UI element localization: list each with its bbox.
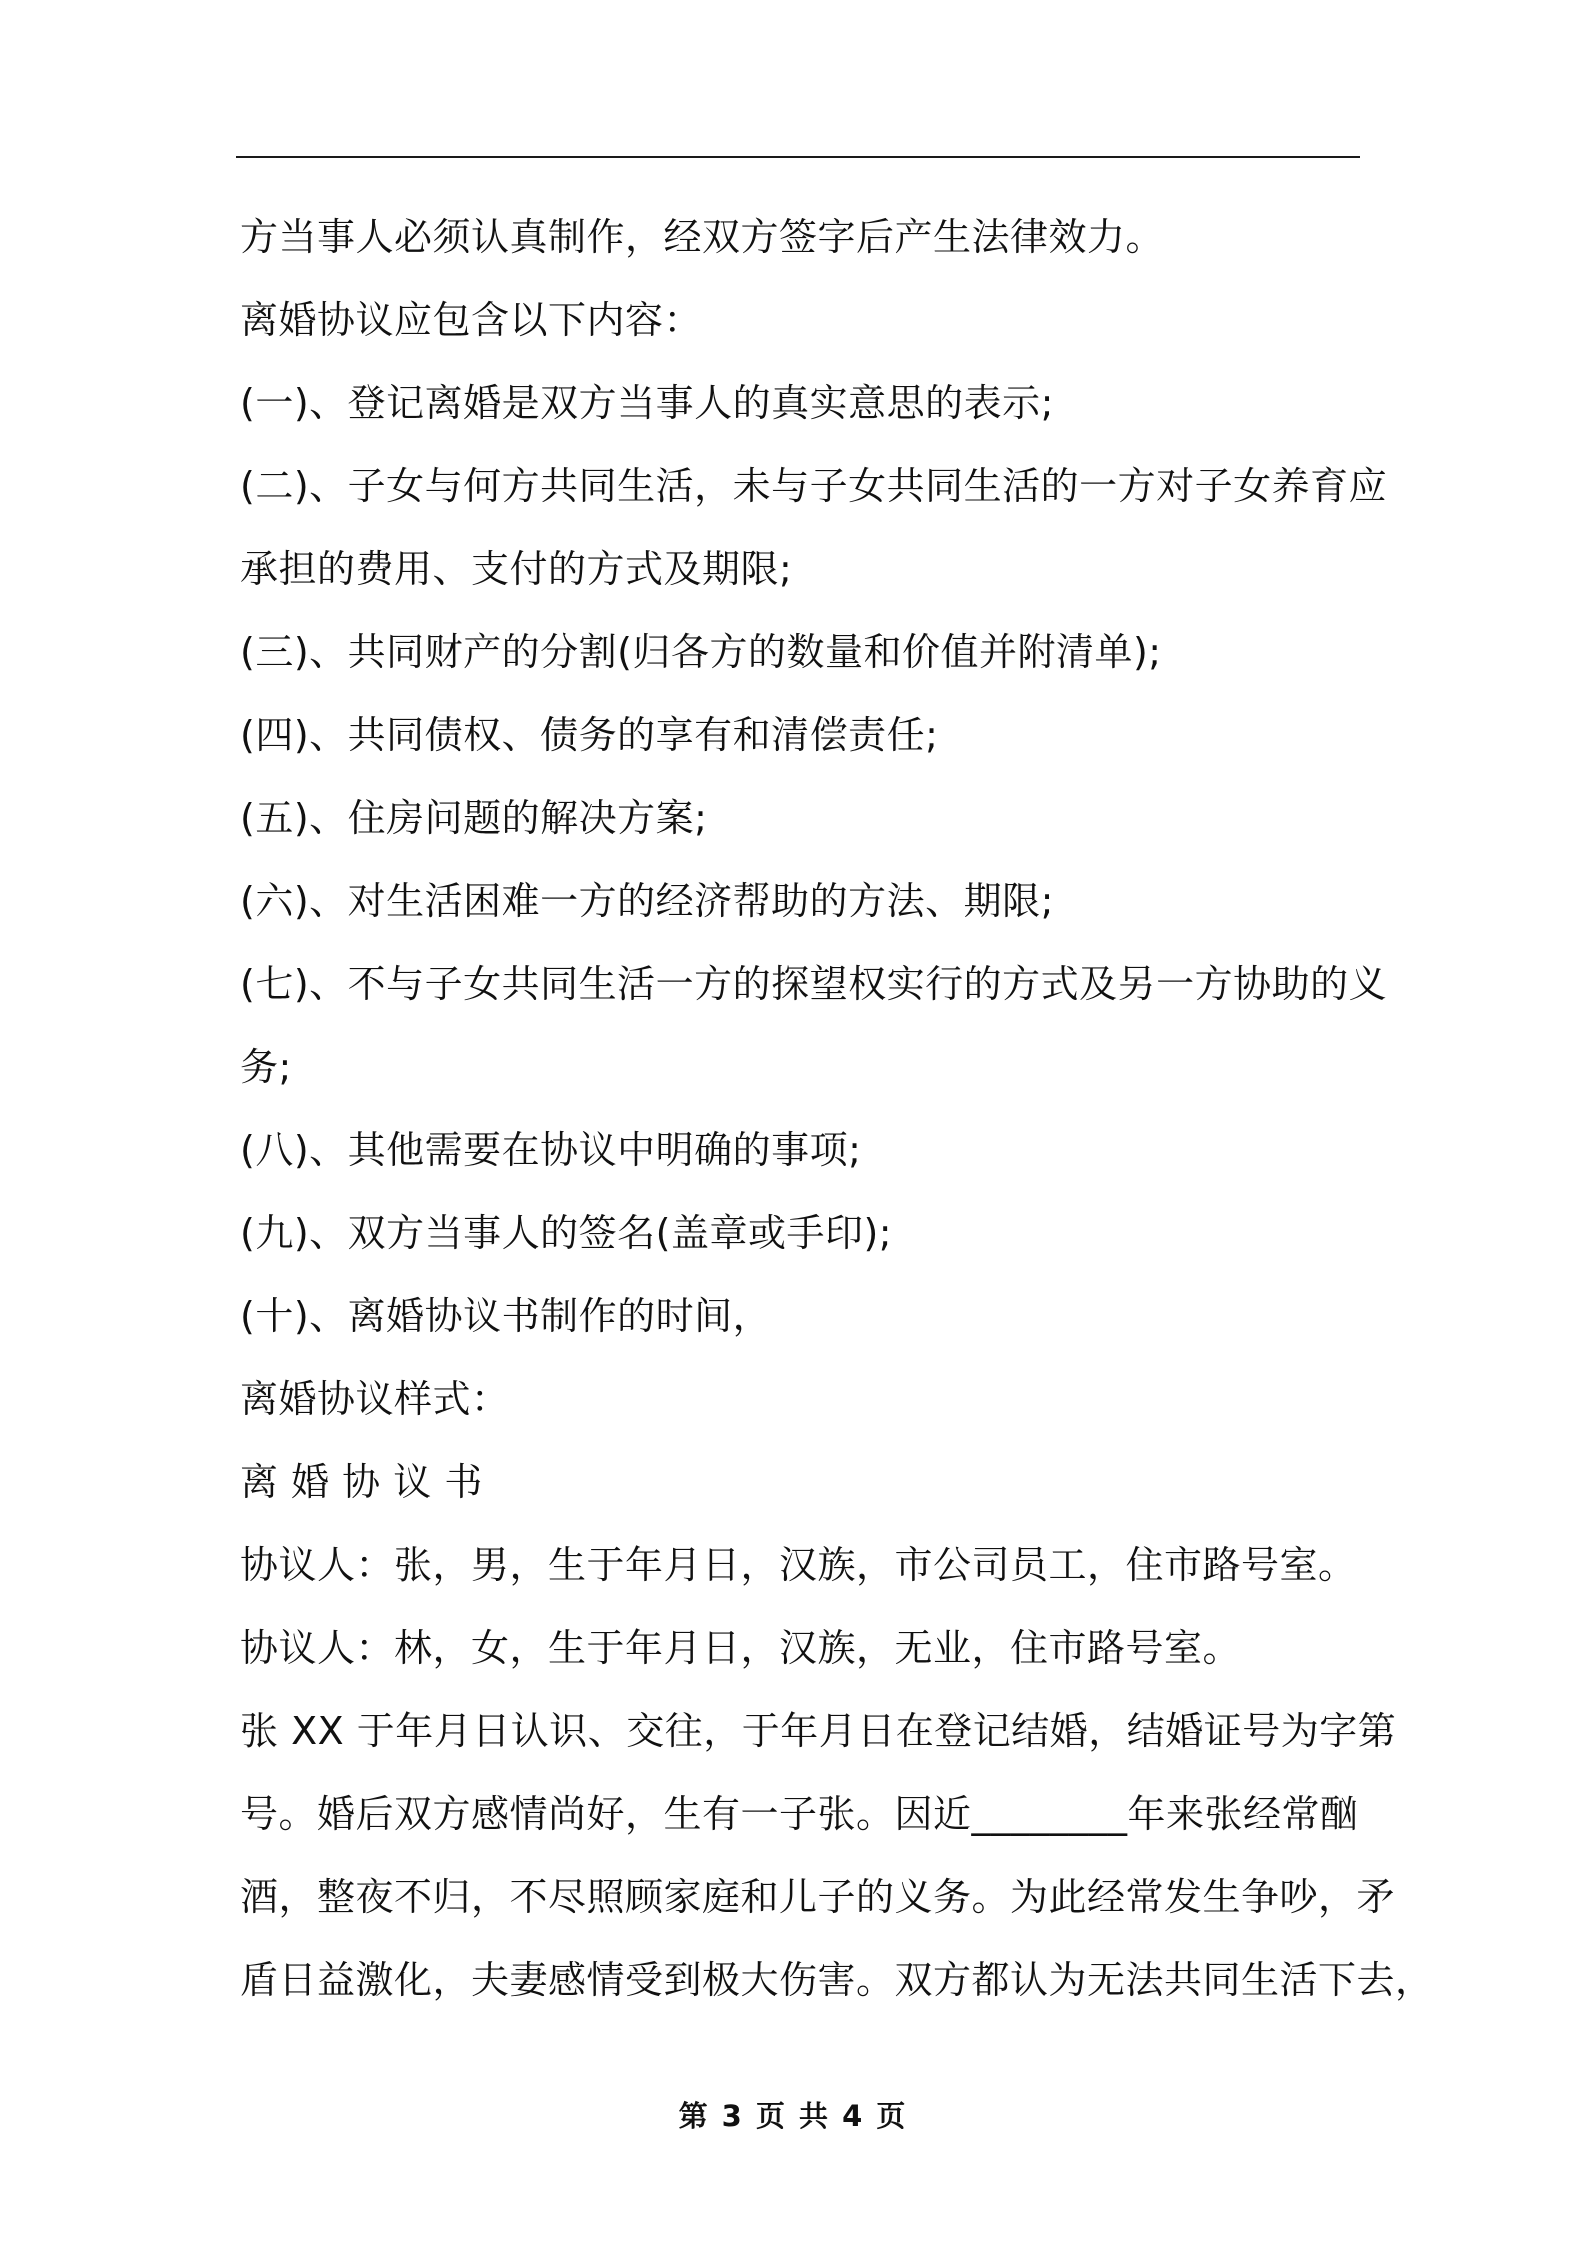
list-item: (二)、子女与何方共同生活，未与子女共同生活的一方对子女养育应 bbox=[240, 464, 1388, 508]
list-item: (八)、其他需要在协议中明确的事项; bbox=[240, 1128, 862, 1172]
list-item: (九)、双方当事人的签名(盖章或手印); bbox=[240, 1211, 893, 1255]
page-number: 第 3 页 共 4 页 bbox=[678, 2099, 908, 2133]
section-label: 离婚协议样式： bbox=[240, 1377, 510, 1421]
list-item: (六)、对生活困难一方的经济帮助的方法、期限; bbox=[240, 879, 1054, 923]
header-rule bbox=[236, 156, 1360, 158]
party-line: 协议人：张，男，生于年月日，汉族，市公司员工，住市路号室。 bbox=[240, 1543, 1357, 1587]
list-item: (五)、住房问题的解决方案; bbox=[240, 796, 708, 840]
body-line: 酒，整夜不归，不尽照顾家庭和儿子的义务。为此经常发生争吵，矛 bbox=[240, 1875, 1396, 1919]
body-line: 盾日益激化，夫妻感情受到极大伤害。双方都认为无法共同生活下去， bbox=[240, 1958, 1434, 2002]
text-line: 离婚协议应包含以下内容： bbox=[240, 298, 703, 342]
party-line: 协议人：林，女，生于年月日，汉族，无业，住市路号室。 bbox=[240, 1626, 1242, 1670]
list-item-continuation: 承担的费用、支付的方式及期限; bbox=[240, 547, 793, 591]
document-body bbox=[240, 196, 1434, 2022]
list-item: (十)、离婚协议书制作的时间， bbox=[240, 1294, 772, 1338]
agreement-title: 离 婚 协 议 书 bbox=[240, 1460, 483, 1504]
body-line: 号。婚后双方感情尚好，生有一子张。因近________年来张经常酗 bbox=[240, 1792, 1359, 1836]
list-item: (七)、不与子女共同生活一方的探望权实行的方式及另一方协助的义 bbox=[240, 962, 1388, 1006]
list-item-continuation: 务; bbox=[240, 1045, 292, 1089]
list-item: (四)、共同债权、债务的享有和清偿责任; bbox=[240, 713, 939, 757]
list-item: (一)、登记离婚是双方当事人的真实意思的表示; bbox=[240, 381, 1054, 425]
text-line: 方当事人必须认真制作，经双方签字后产生法律效力。 bbox=[240, 215, 1165, 259]
body-line: 张 XX 于年月日认识、交往，于年月日在登记结婚，结婚证号为字第 bbox=[240, 1709, 1397, 1753]
list-item: (三)、共同财产的分割(归各方的数量和价值并附清单); bbox=[240, 630, 1162, 674]
